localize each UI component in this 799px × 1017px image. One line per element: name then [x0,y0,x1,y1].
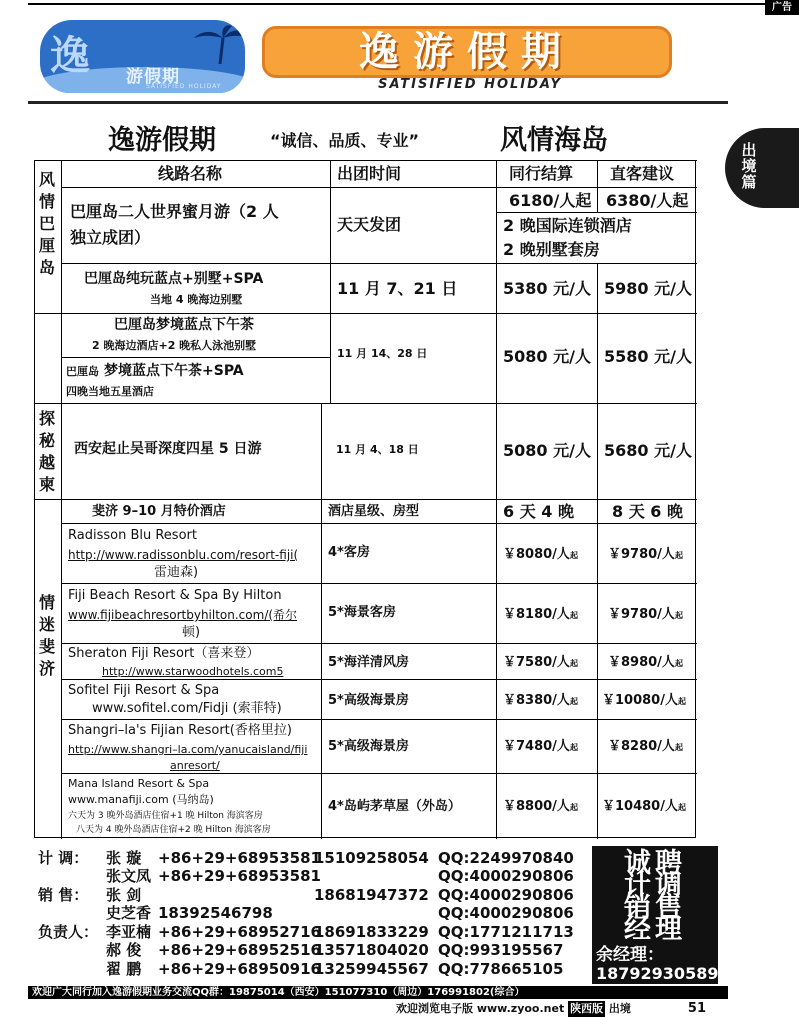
direct-honeymoon: 6380/人起 [597,187,697,212]
p2-mana: ￥10480/人起 [597,773,697,839]
logo-text: 游假期 [126,67,180,87]
direct-bali-dream: 5580 元/人 [597,313,697,403]
page-title [100,116,660,156]
p1-sofitel: ￥8380/人起 [496,679,597,719]
title-brand: 逸游假期 [108,125,216,156]
fiji-header-p2: 8 天 6 晚 [597,499,697,523]
side-tab-char: 出 [741,141,757,159]
recruit-line: 经理 [624,914,686,945]
footer-section: 出境 [608,1002,631,1015]
room-radisson: 4*客房 [321,523,496,583]
side-tab [725,128,799,208]
route-bali-dream-spa: 巴厘岛 梦境蓝点下午茶+SPA 四晚当地五星酒店 [61,357,330,403]
room-sofitel: 5*高级海景房 [321,679,496,719]
contacts: 计 调： 张 璇 +86+29+68953581 15109258054 QQ:2249970840 张文凤 +86+29+68953581 QQ:4000290806 销 售： 张 剑 18681947372 QQ:4000290806 史芝香 18392546798 QQ:4000290806 负责人： 李亚楠 +86+29+68952716 18691833229 QQ:1771211713 郝 俊 +86+29+68952516 13571804020 QQ:993195567 翟 鹏 +86+29+68950916 13259945567 QQ:778665105 [38,849,574,978]
header-peer: 同行结算 [496,160,597,187]
recruit-line: 计调 [624,870,686,901]
fiji-header-name: 斐济 9–10 月特价酒店 [61,499,321,523]
footer-site: 欢迎浏览电子版 www.zyoo.net [396,1002,565,1015]
room-hilton: 5*海景客房 [321,583,496,643]
p2-radisson: ￥9780/人起 [597,523,697,583]
p1-mana: ￥8800/人起 [496,773,597,839]
hotel-radisson: Radisson Blu Resort http://www.radissonblu.com/resort-fiji( 雷迪森) [61,523,321,583]
date-vietnam: 11 月 4、18 日 [321,403,496,499]
recruit-box [592,846,718,984]
page-number: 51 [687,1001,706,1016]
side-tab-char: 篇 [741,173,757,191]
ad-tag: 广告 [765,0,799,15]
p1-shangrila: ￥7480/人起 [496,719,597,773]
logo-badge [40,20,245,93]
room-shangrila: 5*高级海景房 [321,719,496,773]
p1-sheraton: ￥7580/人起 [496,643,597,679]
footer [396,1001,726,1017]
logo-glyph: 逸 [50,32,90,79]
route-bali-spa: 巴厘岛纯玩蓝点+别墅+SPA 当地 4 晚海边别墅 [61,263,330,313]
top-rule [28,3,765,5]
route-honeymoon: 巴厘岛二人世界蜜月游（2 人 独立成团） [61,187,330,263]
recruit-line: 诚聘 [624,848,686,879]
title-region: 风情海岛 [500,125,608,156]
date-bali-dream: 11 月 14、28 日 [330,313,496,403]
p2-sheraton: ￥8980/人起 [597,643,697,679]
hotel-sofitel: Sofitel Fiji Resort & Spa www.sofitel.com/Fidji (索菲特) [61,679,321,719]
logo-tiny-text: SATISFIED HOLIDAY [146,83,222,90]
room-sheraton: 5*海洋清风房 [321,643,496,679]
region-blank [34,313,61,403]
p2-sofitel: ￥10080/人起 [597,679,697,719]
palm-tree-icon [190,24,245,64]
hotel-mana: Mana Island Resort & Spa www.manafiji.com (马纳岛) 六天为 3 晚外岛酒店住宿+1 晚 Hilton 海滨客房 八天为 4 晚外岛酒店住宿+2 晚 Hilton 海滨客房 [61,773,321,839]
brand-tagline: SATISIFIED HOLIDAY [378,77,562,92]
footer-edition: 陕西版 [570,1002,604,1015]
date-honeymoon: 天天发团 [330,187,496,263]
hotel-honeymoon: 2 晚国际连锁酒店 2 晚别墅套房 [496,212,697,263]
p1-hilton: ￥8180/人起 [496,583,597,643]
recruit-manager: 余经理： [596,945,664,965]
p1-radisson: ￥8080/人起 [496,523,597,583]
room-mana: 4*岛屿茅草屋（外岛） [321,773,496,839]
region-fiji: 情迷斐济 [34,499,61,839]
side-tab-char: 境 [741,157,757,175]
peer-vietnam: 5080 元/人 [496,403,597,499]
hotel-hilton: Fiji Beach Resort & Spa By Hilton www.fijibeachresortbyhilton.com/(希尔 顿) [61,583,321,643]
p2-shangrila: ￥8280/人起 [597,719,697,773]
fiji-header-room: 酒店星级、房型 [321,499,496,523]
peer-bali-spa: 5380 元/人 [496,263,597,313]
header-date: 出团时间 [330,160,496,187]
p2-hilton: ￥9780/人起 [597,583,697,643]
route-vietnam: 西安起止吴哥深度四星 5 日游 [61,403,321,499]
peer-honeymoon: 6180/人起 [496,187,597,212]
header-rule [28,101,728,104]
hotel-shangrila: Shangri–la's Fijian Resort(香格里拉) http://www.shangri–la.com/yanucaisland/fiji anresort/ [61,719,321,773]
peer-bali-dream: 5080 元/人 [496,313,597,403]
route-table [34,160,696,838]
bottom-bar: 欢迎广大同行加入逸游假期业务交流QQ群：19875014（西安）151077310（周边）176991802(综合） [28,986,728,999]
region-bali: 风情巴厘岛 [34,160,61,313]
header-route: 线路名称 [61,160,330,187]
recruit-line: 销售 [624,892,686,923]
date-bali-spa: 11 月 7、21 日 [330,263,496,313]
header-direct: 直客建议 [597,160,697,187]
fiji-header-p1: 6 天 4 晚 [496,499,597,523]
direct-bali-spa: 5980 元/人 [597,263,697,313]
hotel-sheraton: Sheraton Fiji Resort（喜来登） http://www.starwoodhotels.com5 [61,643,321,679]
title-slogan: “诚信、品质、专业” [270,131,420,150]
recruit-phone: 18792930589 [596,964,719,983]
route-bali-dream: 巴厘岛梦境蓝点下午茶 2 晚海边酒店+2 晚私人泳池别墅 [61,313,330,357]
region-vietnam: 探秘越柬 [34,403,61,499]
brand-wordmark: 逸游假期 [262,26,672,78]
direct-vietnam: 5680 元/人 [597,403,697,499]
